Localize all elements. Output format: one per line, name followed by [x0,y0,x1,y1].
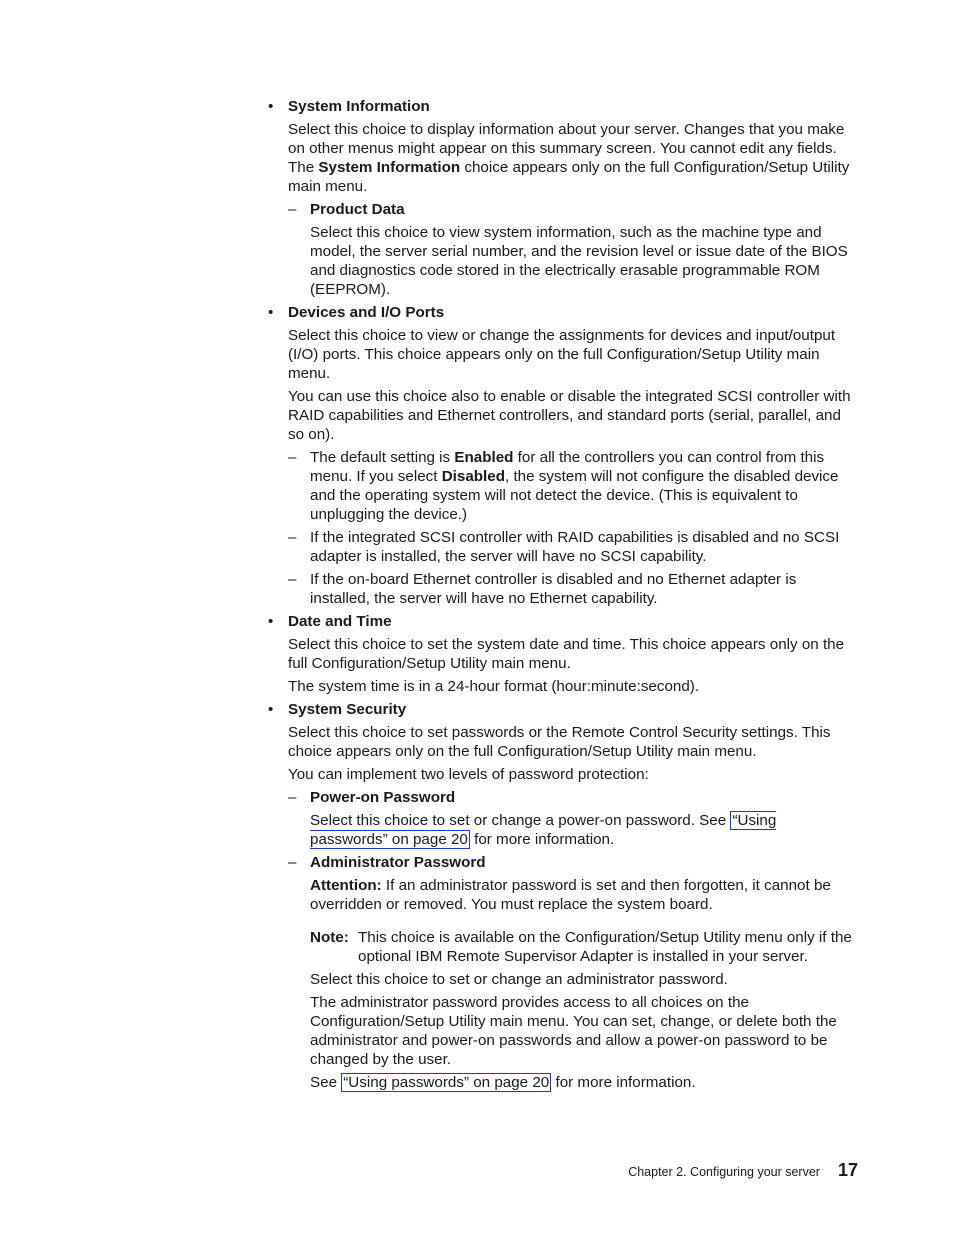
bullet-mark: • [268,98,274,115]
dash-mark: – [288,789,297,806]
subsection-administrator-password [288,853,858,1092]
subsection-heading: Power-on Password [310,789,456,806]
section-system-information [266,97,858,299]
subsection-heading: Product Data [310,201,405,218]
note-label: Note: [310,929,349,946]
paragraph: The administrator password provides access to all choices on the Configuration/Setup Utility main menu. You can set, change, or delete both the administrator and power-on passwords and allow a power-on password to be changed by the user. [310,994,837,1068]
section-heading: System Information [288,98,430,115]
dash-item-default-setting [288,448,858,524]
page-content [266,97,858,1096]
paragraph: Select this choice to set or change a power-on password. See “Using passwords” on page 20 for more information. [310,812,777,848]
paragraph: Select this choice to view system information, such as the machine type and model, the server serial number, and the revision level or issue date of the BIOS and diagnostics code stored in the electrically erasable programmable ROM (EEPROM). [310,224,848,298]
paragraph: Select this choice to set the system date and time. This choice appears only on the full Configuration/Setup Utility main menu. [288,636,845,672]
paragraph: See “Using passwords” on page 20 for more information. [310,1074,696,1091]
section-heading: System Security [288,701,407,718]
bullet-mark: • [268,613,274,630]
dash-mark: – [288,854,297,871]
section-heading: Date and Time [288,613,392,630]
paragraph: You can use this choice also to enable or disable the integrated SCSI controller with RAID capabilities and Ethernet controllers, and standard ports (serial, parallel, and so on). [288,388,851,443]
attention-label: Attention: [310,877,382,894]
subsection-product-data [288,200,858,299]
subsection-heading: Administrator Password [310,854,486,871]
paragraph: You can implement two levels of password protection: [288,766,649,783]
note-block [310,928,858,966]
page-number: 17 [837,1160,858,1180]
subsection-power-on-password [288,788,858,849]
paragraph: Select this choice to display information about your server. Changes that you make on other menus might appear on this summary screen. You cannot edit any fields. The System Information choice appears only on the full Configuration/Setup Utility main menu. [288,121,850,195]
dash-mark: – [288,201,297,218]
paragraph: The default setting is Enabled for all the controllers you can control from this menu. If you select Disabled, the system will not configure the disabled device and the operating system will not detect the device. (This is equivalent to unplugging the device.) [310,449,839,523]
section-system-security [266,700,858,1092]
bullet-mark: • [268,304,274,321]
attention-paragraph: Attention: If an administrator password is set and then forgotten, it cannot be overridden or removed. You must replace the system board. [310,877,831,913]
dash-mark: – [288,529,297,546]
section-devices-io-ports [266,303,858,608]
dash-mark: – [288,571,297,588]
dash-mark: – [288,449,297,466]
paragraph: The system time is in a 24-hour format (hour:minute:second). [288,678,700,695]
paragraph: Select this choice to set or change an administrator password. [310,971,728,988]
using-passwords-link[interactable]: “Using passwords” on page 20 [310,812,777,848]
chapter-title: Chapter 2. Configuring your server [628,1165,820,1179]
paragraph: Select this choice to view or change the assignments for devices and input/output (I/O) ports. This choice appears only on the full Configuration/Setup Utility main menu. [288,327,836,382]
using-passwords-link[interactable]: “Using passwords” on page 20 [343,1074,550,1091]
paragraph: Select this choice to set passwords or the Remote Control Security settings. This choice appears only on the full Configuration/Setup Utility main menu. [288,724,831,760]
section-heading: Devices and I/O Ports [288,304,445,321]
note-text: This choice is available on the Configuration/Setup Utility menu only if the optional IBM Remote Supervisor Adapter is installed in your server. [358,929,852,965]
section-date-and-time [266,612,858,696]
dash-item-ethernet [288,570,858,608]
page-footer [628,1160,858,1181]
paragraph: If the integrated SCSI controller with RAID capabilities is disabled and no SCSI adapter is installed, the server will have no SCSI capability. [310,529,840,565]
dash-item-scsi [288,528,858,566]
bullet-mark: • [268,701,274,718]
paragraph: If the on-board Ethernet controller is disabled and no Ethernet adapter is installed, the server will have no Ethernet capability. [310,571,797,607]
